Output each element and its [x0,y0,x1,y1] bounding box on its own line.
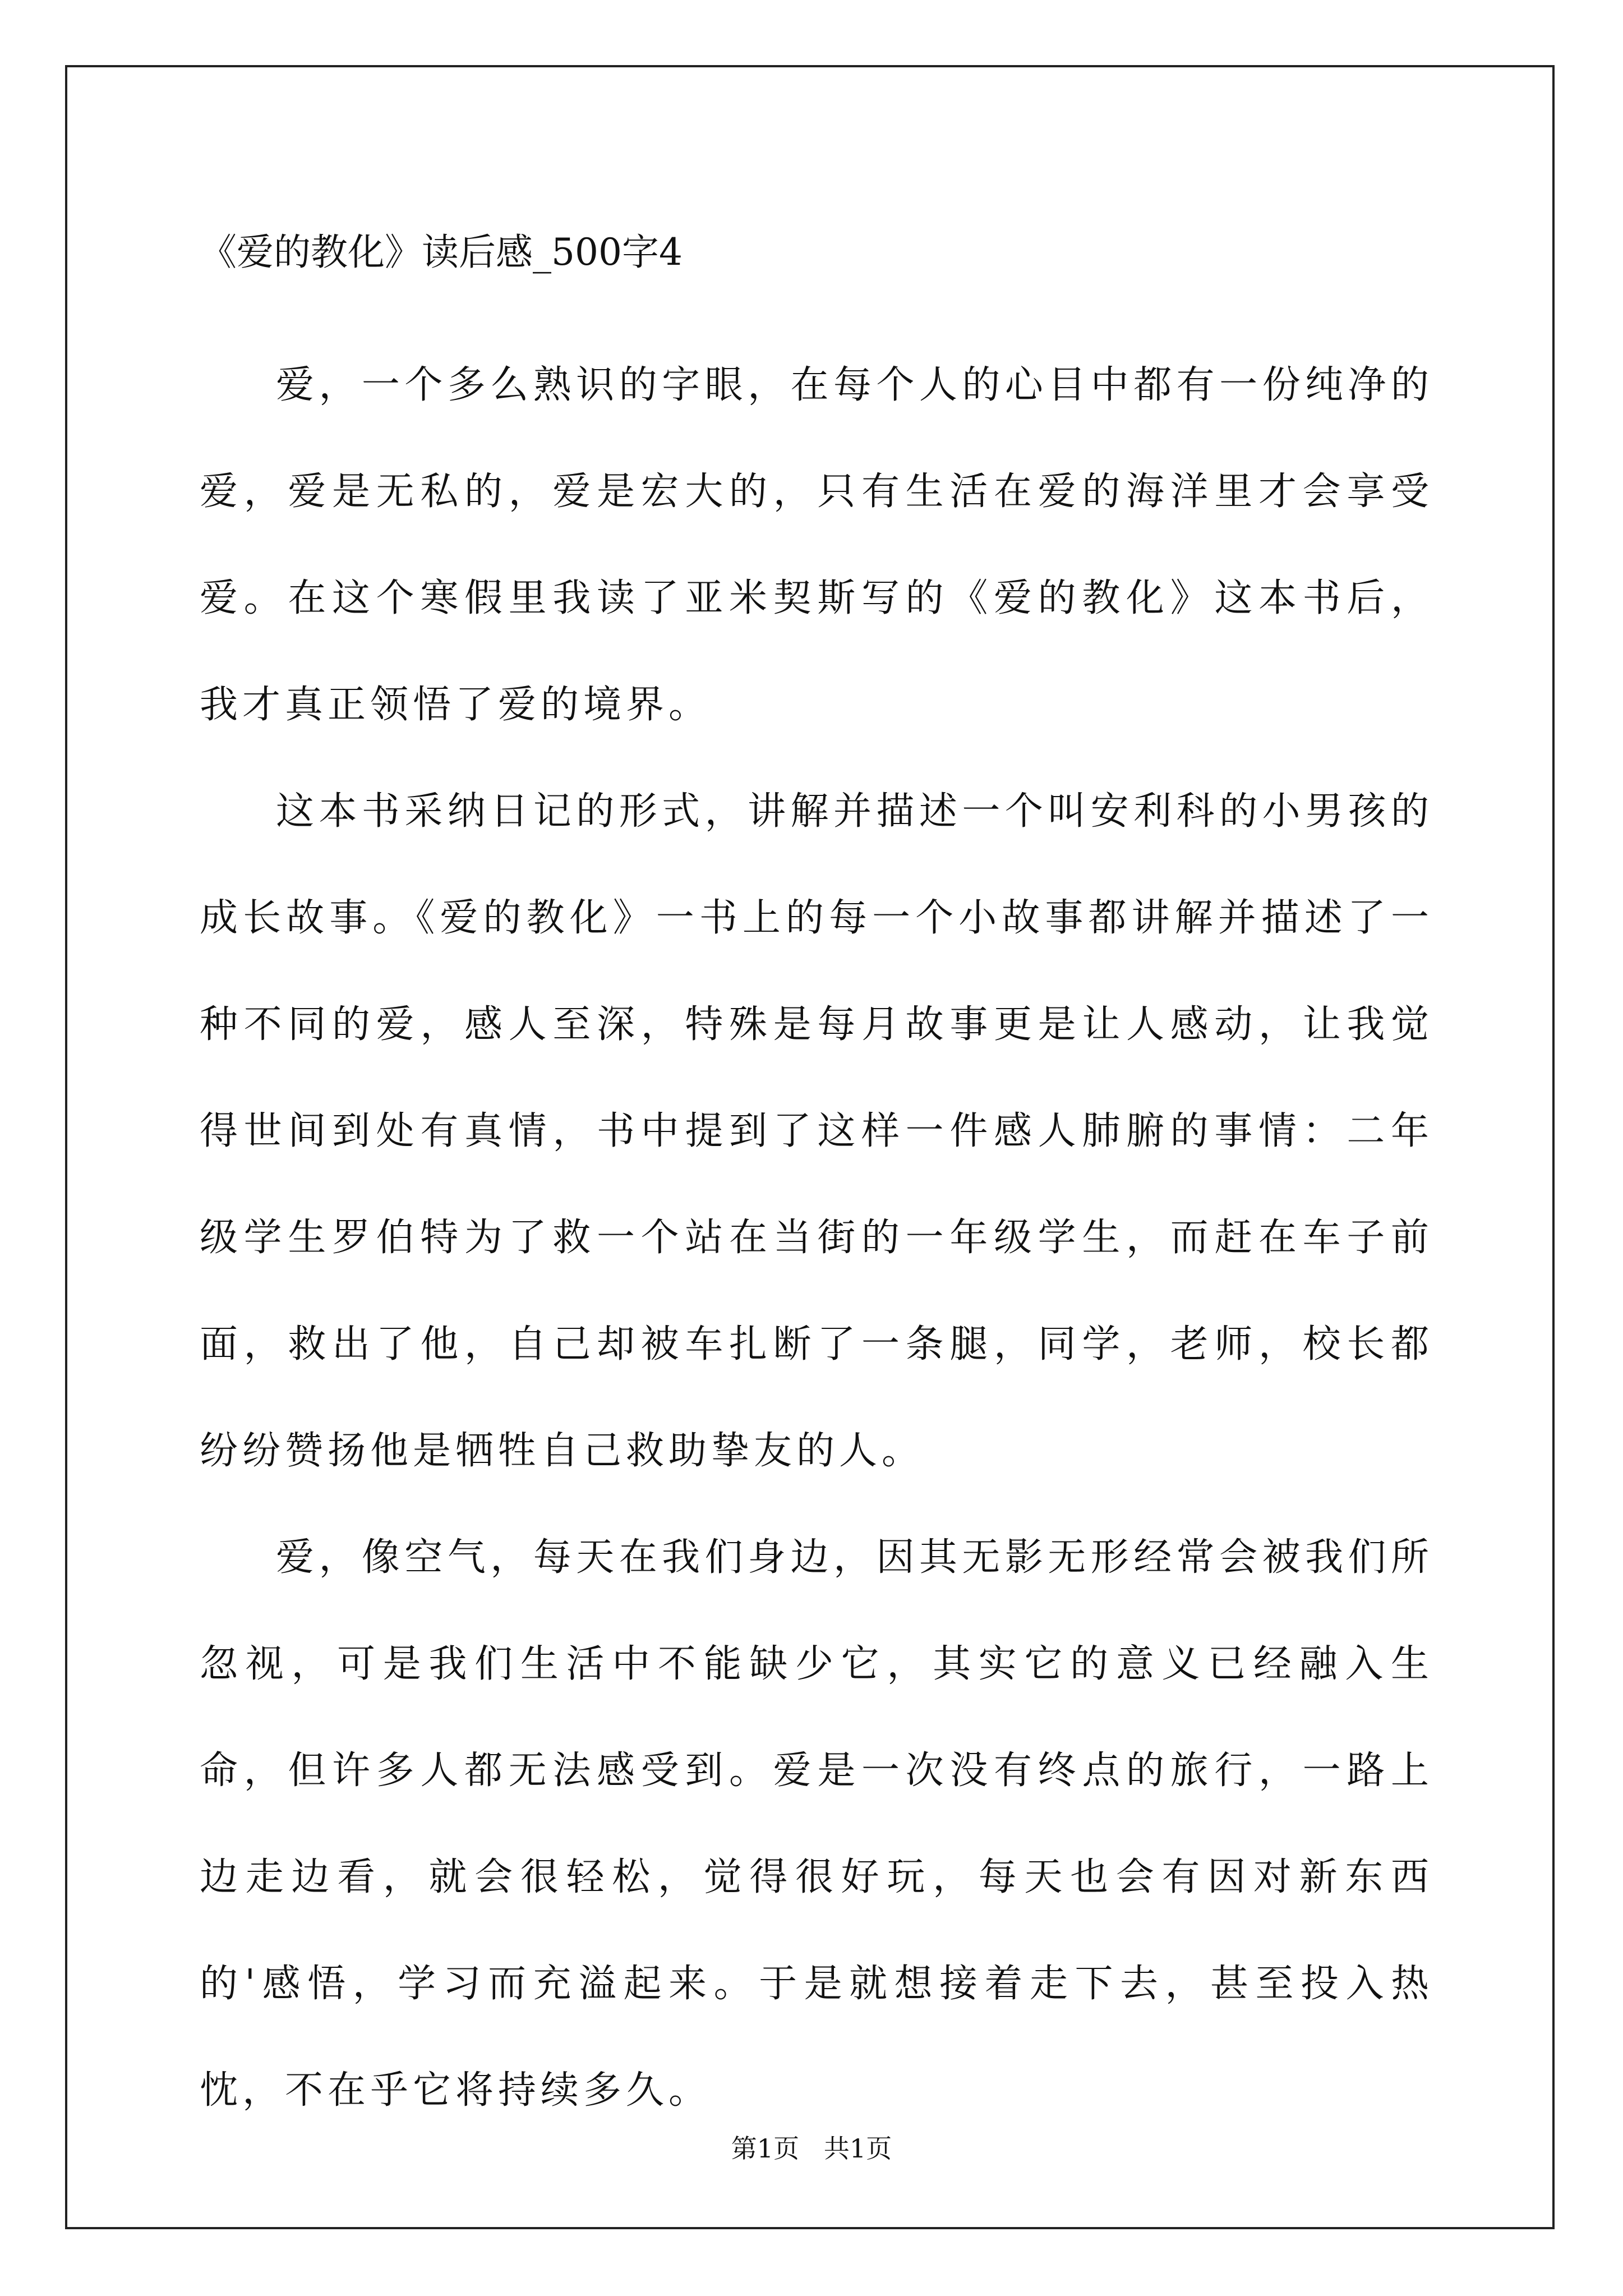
document-title: 《爱的教化》读后感_500字4 [200,231,683,274]
document-body [200,224,1433,2144]
paragraph-2: 这本书采纳日记的形式，讲解并描述一个叫安利科的小男孩的成长故事。《爱的教化》一书上的每一个小故事都讲解并描述了一种不同的爱，感人至深，特殊是每月故事更是让人感动，让我觉得世间到处有真情，书中提到了这样一件感人肺腑的事情：二年级学生罗伯特为了救一个站在当街的一年级学生，而赶在车子前面，救出了他，自己却被车扎断了一条腿，同学，老师，校长都纷纷赞扬他是牺牲自己救助挚友的人。 [200,789,1433,1473]
paragraph-3: 爱，像空气，每天在我们身边，因其无影无形经常会被我们所忽视，可是我们生活中不能缺少它，其实它的意义已经融入生命，但许多人都无法感受到。爱是一次没有终点的旅行，一路上边走边看，就会很轻松，觉得很好玩，每天也会有因对新东西的'感悟，学习而充溢起来。于是就想接着走下去，甚至投入热忱，不在乎它将持续多久。 [200,1535,1433,2113]
paragraph-1: 爱，一个多么熟识的字眼，在每个人的心目中都有一份纯净的爱，爱是无私的，爱是宏大的，只有生活在爱的海洋里才会享受爱。在这个寒假里我读了亚米契斯写的《爱的教化》这本书后，我才真正领悟了爱的境界。 [200,363,1433,727]
page-footer: 第1页 共1页 [731,2133,892,2164]
